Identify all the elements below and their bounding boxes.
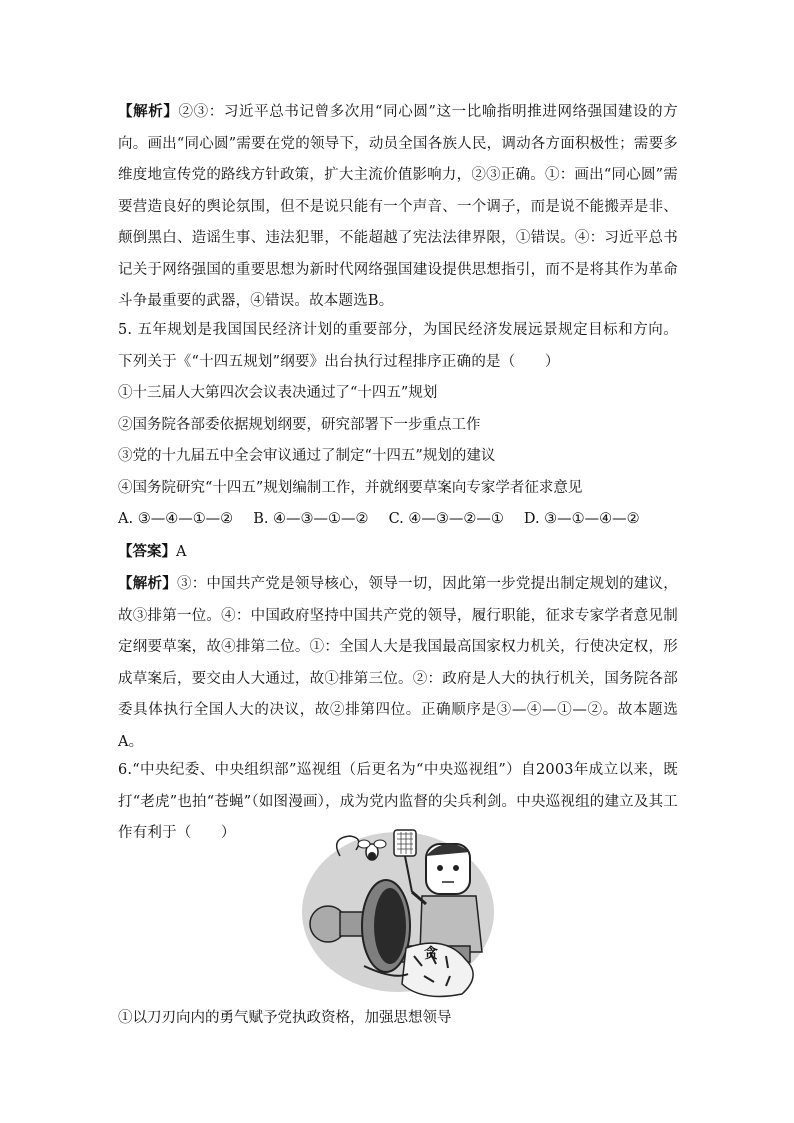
q5-item-2: ②国务院各部委依据规划纲要，研究部署下一步重点工作	[118, 416, 481, 433]
q5-option-b: B. ④—③—①—②	[253, 511, 369, 527]
answer-value: A	[176, 543, 187, 560]
q5-analysis	[118, 568, 678, 758]
question-5	[118, 315, 678, 758]
analysis-label: 【解析】	[118, 575, 177, 592]
cartoon-image	[300, 826, 496, 1008]
cartoon-label-text: 贪	[424, 946, 438, 962]
q5-option-d: D. ③—①—④—②	[523, 511, 640, 527]
q5-option-c: C. ④—③—②—①	[388, 511, 504, 527]
q5-options	[118, 504, 678, 536]
analysis-q4	[118, 96, 678, 318]
q5-stem: 5. 五年规划是我国国民经济计划的重要部分，为国民经济发展远景规定目标和方向。下列关于《“十四五规划”纲要》出台执行过程排序正确的是（ ）	[118, 322, 678, 370]
analysis-text: ②③：习近平总书记曾多次用“同心圆”这一比喻指明推进网络强国建设的方向。画出“同心圆”需要在党的领导下，动员全国各族人民，调动各方面积极性；需要多维度地宣传党的路线方针政策，扩大主流价值影响力，②③正确。①：画出“同心圆”需要营造良好的舆论氛围，但不是说只能有一个声音、一个调子，而是说不能搬弄是非、颠倒黑白、造谣生事、违法犯罪，不能超越了宪法法律界限，①错误。④：习近平总书记关于网络强国的重要思想为新时代网络强国建设提供思想指引，而不是将其作为革命斗争最重要的武器，④错误。故本题选B。	[118, 104, 678, 309]
q5-answer	[118, 536, 678, 569]
q6-items	[118, 1003, 678, 1035]
q5-item-4: ④国务院研究“十四五”规划编制工作，并就纲要草案向专家学者征求意见	[118, 479, 583, 496]
analysis-text: ③：中国共产党是领导核心，领导一切，因此第一步党提出制定规划的建议，故③排第一位。④：中国政府坚持中国共产党的领导，履行职能，征求专家学者意见制定纲要草案，故④排第二位。①：全国人大是我国最高国家权力机关，行使决定权，形成草案后，要交由人大通过，故①排第三位。②：政府是人大的执行机关，国务院各部委具体执行全国人大的决议，故②排第四位。正确顺序是③—④—①—②。故本题选A。	[118, 576, 678, 750]
q5-item-3: ③党的十九届五中全会审议通过了制定“十四五”规划的建议	[118, 448, 496, 464]
q5-item-1: ①十三届人大第四次会议表决通过了“十四五”规划	[118, 385, 438, 401]
q5-option-a: A. ③—④—①—②	[118, 511, 234, 527]
q6-item-1: ①以刀刃向内的勇气赋予党执政资格，加强思想领导	[118, 1010, 452, 1026]
analysis-label: 【解析】	[118, 103, 179, 120]
answer-label: 【答案】	[118, 542, 176, 560]
q6-stem: 6.“中央纪委、中央组织部”巡视组（后更名为“中央巡视组”）自2003年成立以来，既打“老虎”也拍“苍蝇”（如图漫画），成为党内监督的尖兵利剑。中央巡视组的建立及其工作有利于（ ）	[118, 762, 678, 841]
